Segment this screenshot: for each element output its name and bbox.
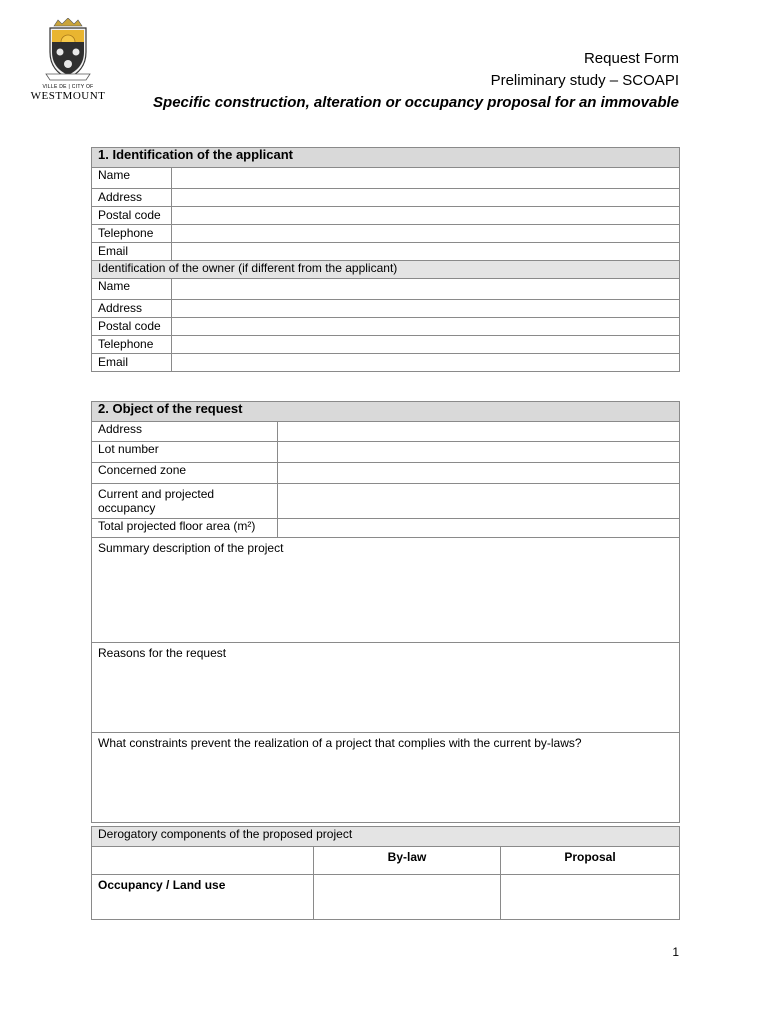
page-number: 1: [672, 945, 679, 959]
section1-title: 1. Identification of the applicant: [92, 148, 680, 168]
owner-email-field[interactable]: [172, 354, 680, 372]
applicant-postal-label: Postal code: [92, 207, 172, 225]
owner-address-field[interactable]: [172, 300, 680, 318]
applicant-telephone-row: [92, 225, 680, 243]
applicant-name-label: Name: [92, 168, 172, 189]
applicant-address-label: Address: [92, 189, 172, 207]
bylaw-column-header: By-law: [314, 847, 501, 875]
applicant-email-field[interactable]: [172, 243, 680, 261]
occupancy-field[interactable]: [278, 484, 680, 519]
concerned-zone-row: [92, 463, 680, 484]
owner-telephone-field[interactable]: [172, 336, 680, 354]
occupancy-row: [92, 484, 680, 519]
concerned-zone-field[interactable]: [278, 463, 680, 484]
summary-row[interactable]: [92, 538, 680, 643]
section2-header: [92, 402, 680, 422]
owner-name-row: [92, 279, 680, 300]
floor-area-label: Total projected floor area (m²): [92, 519, 278, 538]
owner-address-row: [92, 300, 680, 318]
lot-number-label: Lot number: [92, 442, 278, 463]
applicant-section-table: [91, 147, 680, 372]
form-title: Request Form: [583, 50, 679, 67]
applicant-postal-field[interactable]: [172, 207, 680, 225]
request-address-field[interactable]: [278, 422, 680, 442]
applicant-address-row: [92, 189, 680, 207]
lot-number-field[interactable]: [278, 442, 680, 463]
request-address-label: Address: [92, 422, 278, 442]
owner-subheader: [92, 261, 680, 279]
owner-postal-row: [92, 318, 680, 336]
proposal-column-header: Proposal: [501, 847, 680, 875]
westmount-logo: [30, 18, 106, 114]
request-address-row: [92, 422, 680, 442]
lot-number-row: [92, 442, 680, 463]
applicant-email-row: [92, 243, 680, 261]
derogatory-empty-header: [92, 847, 314, 875]
applicant-email-label: Email: [92, 243, 172, 261]
occupancy-bylaw-field[interactable]: [314, 875, 501, 920]
applicant-telephone-label: Telephone: [92, 225, 172, 243]
reasons-row[interactable]: [92, 643, 680, 733]
occupancy-label: Current and projected occupancy: [92, 484, 278, 519]
derogatory-header: [92, 827, 680, 847]
floor-area-field[interactable]: [278, 519, 680, 538]
request-section-table: [91, 401, 680, 823]
owner-name-label: Name: [92, 279, 172, 300]
occupancy-proposal-field[interactable]: [501, 875, 680, 920]
owner-email-row: [92, 354, 680, 372]
applicant-name-field[interactable]: [172, 168, 680, 189]
owner-telephone-label: Telephone: [92, 336, 172, 354]
form-description: Specific construction, alteration or occupancy proposal for an immovable: [153, 94, 679, 111]
section2-title: 2. Object of the request: [92, 402, 680, 422]
derogatory-columns-row: [92, 847, 680, 875]
form-subtitle: Preliminary study – SCOAPI: [490, 72, 679, 89]
owner-postal-field[interactable]: [172, 318, 680, 336]
logo-city-small: VILLE DE | CITY OF: [42, 84, 94, 90]
constraints-row[interactable]: [92, 733, 680, 823]
reasons-label: Reasons for the request: [92, 643, 680, 733]
derogatory-table: [91, 826, 680, 920]
coat-of-arms-icon: [44, 18, 92, 82]
applicant-telephone-field[interactable]: [172, 225, 680, 243]
owner-name-field[interactable]: [172, 279, 680, 300]
section1-header: [92, 148, 680, 168]
owner-telephone-row: [92, 336, 680, 354]
owner-title: Identification of the owner (if different from the applicant): [92, 261, 680, 279]
floor-area-row: [92, 519, 680, 538]
occupancy-land-use-row: [92, 875, 680, 920]
logo-city-name: WESTMOUNT: [30, 90, 106, 102]
derogatory-title: Derogatory components of the proposed project: [92, 827, 680, 847]
applicant-name-row: [92, 168, 680, 189]
occupancy-land-use-label: Occupancy / Land use: [92, 875, 314, 920]
owner-postal-label: Postal code: [92, 318, 172, 336]
concerned-zone-label: Concerned zone: [92, 463, 278, 484]
summary-label: Summary description of the project: [92, 538, 680, 643]
applicant-address-field[interactable]: [172, 189, 680, 207]
owner-address-label: Address: [92, 300, 172, 318]
constraints-label: What constraints prevent the realization of a project that complies with the current by-laws?: [92, 733, 680, 823]
owner-email-label: Email: [92, 354, 172, 372]
applicant-postal-row: [92, 207, 680, 225]
